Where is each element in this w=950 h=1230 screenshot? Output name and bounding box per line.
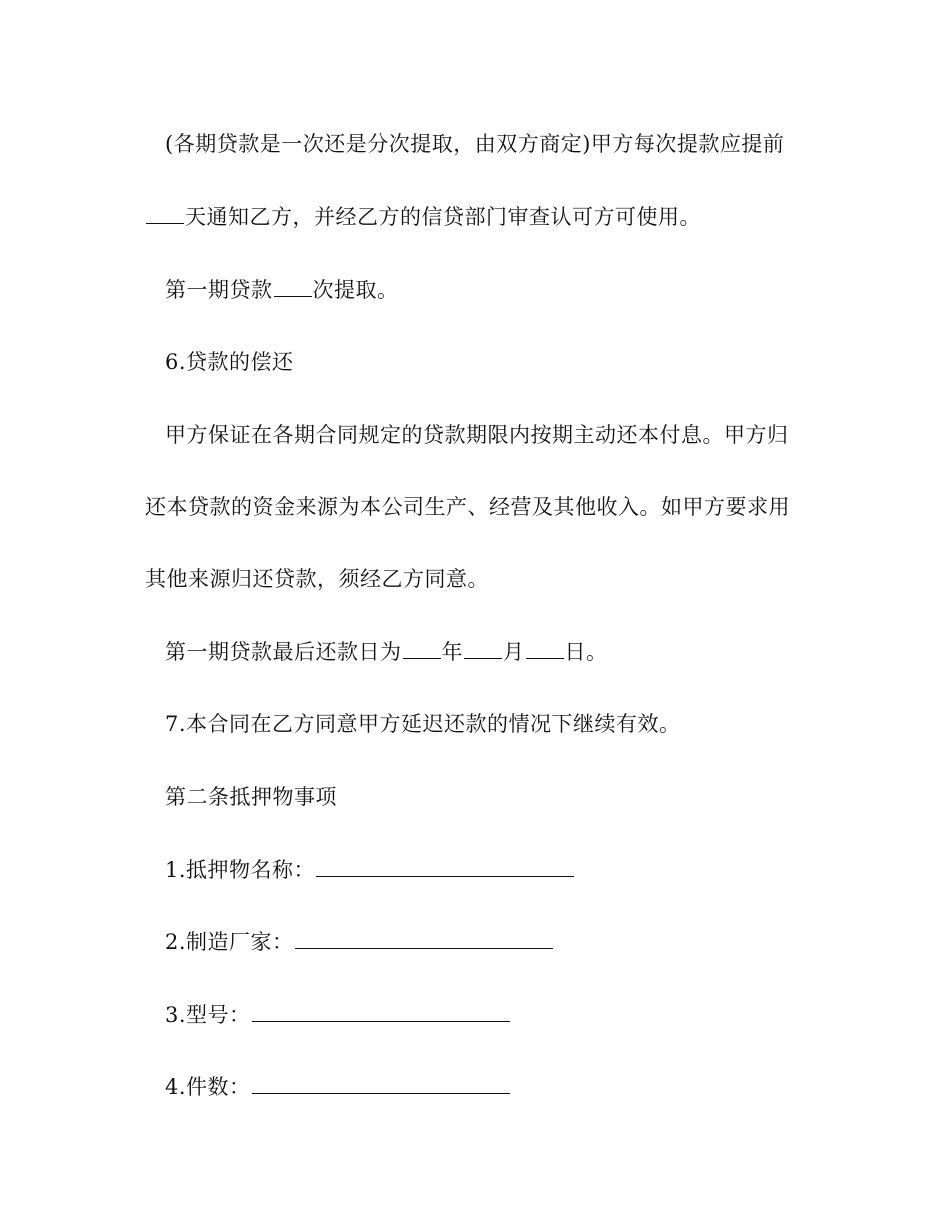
fill-in-blank-day[interactable] <box>526 640 564 659</box>
fill-in-blank-times[interactable] <box>274 278 312 297</box>
paragraph-line-9 <box>165 709 681 739</box>
field-label: 4.件数： <box>165 1075 251 1099</box>
text-segment: 次提取。 <box>312 278 399 302</box>
text-segment: 其他来源归还贷款，须经乙方同意。 <box>145 567 489 591</box>
text-segment: 第一期贷款最后还款日为 <box>165 640 402 664</box>
field-quantity <box>165 1072 511 1102</box>
fill-in-blank-manufacturer[interactable] <box>295 930 553 949</box>
text-segment: 7.本合同在乙方同意甲方延迟还款的情况下继续有效。 <box>165 712 681 736</box>
field-manufacturer <box>165 927 554 957</box>
fill-in-blank-month[interactable] <box>464 640 502 659</box>
paragraph-line-5 <box>165 420 789 450</box>
paragraph-line-6 <box>145 492 790 522</box>
section-heading-collateral <box>165 782 337 812</box>
paragraph-line-3 <box>165 275 399 305</box>
field-label: 1.抵押物名称： <box>165 858 316 882</box>
text-segment: 甲方保证在各期合同规定的贷款期限内按期主动还本付息。甲方归 <box>165 423 789 447</box>
fill-in-blank-year[interactable] <box>403 640 441 659</box>
text-segment: (各期贷款是一次还是分次提取，由双方商定)甲方每次提款应提前 <box>165 132 785 156</box>
field-collateral-name <box>165 855 575 885</box>
field-label: 2.制造厂家： <box>165 930 294 954</box>
text-segment: 月 <box>503 640 525 664</box>
field-label: 3.型号： <box>165 1003 251 1027</box>
section-heading-repayment <box>165 347 294 377</box>
fill-in-blank-days[interactable] <box>146 205 184 224</box>
fill-in-blank-collateral-name[interactable] <box>316 858 574 877</box>
text-segment: 日。 <box>564 640 608 664</box>
paragraph-line-7 <box>145 564 489 594</box>
field-model <box>165 1000 511 1030</box>
text-segment: 还本贷款的资金来源为本公司生产、经营及其他收入。如甲方要求用 <box>145 495 790 519</box>
text-segment: 6.贷款的偿还 <box>165 350 294 374</box>
paragraph-line-8 <box>165 637 608 667</box>
fill-in-blank-model[interactable] <box>252 1003 510 1022</box>
text-segment: 第二条抵押物事项 <box>165 785 337 809</box>
fill-in-blank-quantity[interactable] <box>252 1075 510 1094</box>
text-segment: 年 <box>441 640 463 664</box>
text-segment: 第一期贷款 <box>165 278 273 302</box>
text-segment: 天通知乙方，并经乙方的信贷部门审查认可方可使用。 <box>185 205 701 229</box>
paragraph-line-2 <box>145 202 701 232</box>
paragraph-line-1 <box>165 129 784 159</box>
